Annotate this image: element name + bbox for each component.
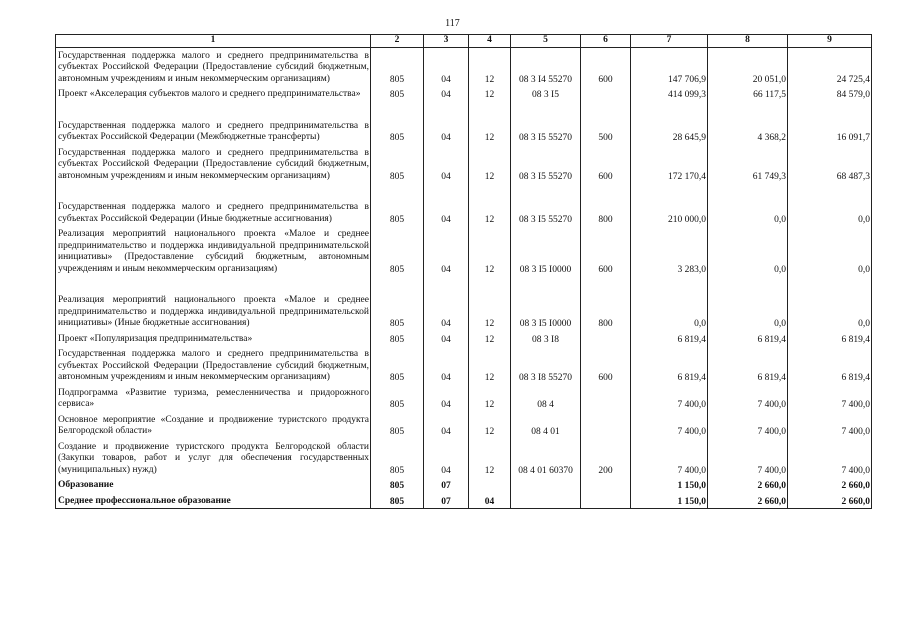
row-admin-code: 805	[371, 493, 424, 509]
row-expense-type	[581, 412, 631, 439]
row-subsection: 12	[469, 183, 511, 226]
row-amount-col7: 1 150,0	[631, 477, 708, 493]
row-name: Образование	[56, 477, 371, 493]
row-target-article: 08 3 I5	[511, 86, 581, 102]
table-row	[56, 86, 872, 102]
row-admin-code: 805	[371, 226, 424, 276]
row-name: Государственная поддержка малого и среднего предпринимательства в субъектах Российской Федерации (Межбюджетные трансферты)	[56, 102, 371, 145]
row-name: Государственная поддержка малого и среднего предпринимательства в субъектах Российской Федерации (Предоставление субсидий бюджетным, автономным учреждениям и иным некоммерческим организациям)	[56, 145, 371, 184]
row-amount-col7: 7 400,0	[631, 439, 708, 478]
row-target-article: 08 3 I4 55270	[511, 47, 581, 86]
row-amount-col9: 7 400,0	[788, 412, 872, 439]
header-col-4: 4	[469, 35, 511, 48]
row-amount-col9: 7 400,0	[788, 385, 872, 412]
row-section: 04	[424, 145, 469, 184]
row-amount-col8: 0,0	[708, 226, 788, 276]
row-amount-col7: 3 283,0	[631, 226, 708, 276]
row-subsection: 12	[469, 331, 511, 347]
row-target-article: 08 3 I8 55270	[511, 346, 581, 385]
row-target-article	[511, 477, 581, 493]
row-name: Проект «Популяризация предпринимательства»	[56, 331, 371, 347]
row-amount-col8: 4 368,2	[708, 102, 788, 145]
table-row	[56, 412, 872, 439]
table-row	[56, 102, 872, 145]
row-amount-col9: 84 579,0	[788, 86, 872, 102]
row-section: 04	[424, 412, 469, 439]
row-name: Создание и продвижение туристского продукта Белгородской области (Закупки товаров, работ и услуг для обеспечения государственных (муниципальных) нужд)	[56, 439, 371, 478]
row-section: 04	[424, 47, 469, 86]
row-expense-type: 600	[581, 47, 631, 86]
row-target-article: 08 3 I5 55270	[511, 102, 581, 145]
row-name: Государственная поддержка малого и среднего предпринимательства в субъектах Российской Федерации (Предоставление субсидий бюджетным, автономным учреждениям и иным некоммерческим организациям)	[56, 346, 371, 385]
row-admin-code: 805	[371, 385, 424, 412]
row-section: 04	[424, 439, 469, 478]
table-row	[56, 439, 872, 478]
row-subsection: 04	[469, 493, 511, 509]
row-admin-code: 805	[371, 183, 424, 226]
row-target-article	[511, 493, 581, 509]
row-name: Подпрограмма «Развитие туризма, ремесленничества и придорожного сервиса»	[56, 385, 371, 412]
row-name: Среднее профессиональное образование	[56, 493, 371, 509]
row-subsection: 12	[469, 102, 511, 145]
row-section: 04	[424, 346, 469, 385]
row-amount-col9: 68 487,3	[788, 145, 872, 184]
row-target-article: 08 3 I5 55270	[511, 145, 581, 184]
row-subsection: 12	[469, 412, 511, 439]
row-amount-col9: 7 400,0	[788, 439, 872, 478]
table-row	[56, 493, 872, 509]
row-amount-col9: 24 725,4	[788, 47, 872, 86]
table-header-row	[56, 35, 872, 48]
row-expense-type: 600	[581, 226, 631, 276]
row-expense-type: 500	[581, 102, 631, 145]
row-expense-type: 800	[581, 276, 631, 331]
row-amount-col7: 210 000,0	[631, 183, 708, 226]
row-amount-col8: 2 660,0	[708, 493, 788, 509]
row-amount-col9: 2 660,0	[788, 477, 872, 493]
row-expense-type: 600	[581, 145, 631, 184]
row-amount-col8: 7 400,0	[708, 439, 788, 478]
row-amount-col8: 2 660,0	[708, 477, 788, 493]
header-col-9: 9	[788, 35, 872, 48]
row-admin-code: 805	[371, 477, 424, 493]
row-amount-col9: 16 091,7	[788, 102, 872, 145]
row-target-article: 08 4 01 60370	[511, 439, 581, 478]
row-name: Основное мероприятие «Создание и продвижение туристского продукта Белгородской области»	[56, 412, 371, 439]
table-row	[56, 145, 872, 184]
row-subsection: 12	[469, 47, 511, 86]
row-amount-col7: 7 400,0	[631, 412, 708, 439]
row-admin-code: 805	[371, 346, 424, 385]
row-subsection: 12	[469, 86, 511, 102]
row-target-article: 08 4 01	[511, 412, 581, 439]
table-row	[56, 276, 872, 331]
row-amount-col9: 2 660,0	[788, 493, 872, 509]
table-row	[56, 346, 872, 385]
table-row	[56, 477, 872, 493]
row-name: Государственная поддержка малого и среднего предпринимательства в субъектах Российской Федерации (Предоставление субсидий бюджетным, автономным учреждениям и иным некоммерческим организациям)	[56, 47, 371, 86]
row-amount-col7: 414 099,3	[631, 86, 708, 102]
table-body	[56, 47, 872, 509]
row-amount-col7: 0,0	[631, 276, 708, 331]
row-section: 04	[424, 276, 469, 331]
row-subsection: 12	[469, 346, 511, 385]
row-amount-col8: 7 400,0	[708, 412, 788, 439]
header-col-8: 8	[708, 35, 788, 48]
row-section: 04	[424, 183, 469, 226]
header-col-1: 1	[56, 35, 371, 48]
page-number: 117	[445, 18, 460, 29]
row-amount-col8: 6 819,4	[708, 346, 788, 385]
row-target-article: 08 4	[511, 385, 581, 412]
row-amount-col9: 6 819,4	[788, 346, 872, 385]
row-admin-code: 805	[371, 412, 424, 439]
row-name: Государственная поддержка малого и среднего предпринимательства в субъектах Российской Федерации (Иные бюджетные ассигнования)	[56, 183, 371, 226]
row-expense-type	[581, 385, 631, 412]
row-admin-code: 805	[371, 47, 424, 86]
row-admin-code: 805	[371, 145, 424, 184]
row-amount-col7: 7 400,0	[631, 385, 708, 412]
table-row	[56, 331, 872, 347]
row-admin-code: 805	[371, 102, 424, 145]
row-target-article: 08 3 I5 I0000	[511, 276, 581, 331]
table-row	[56, 226, 872, 276]
row-amount-col7: 6 819,4	[631, 346, 708, 385]
row-admin-code: 805	[371, 276, 424, 331]
row-subsection: 12	[469, 145, 511, 184]
row-subsection: 12	[469, 276, 511, 331]
row-amount-col8: 20 051,0	[708, 47, 788, 86]
row-amount-col7: 1 150,0	[631, 493, 708, 509]
row-amount-col7: 172 170,4	[631, 145, 708, 184]
header-col-6: 6	[581, 35, 631, 48]
header-col-5: 5	[511, 35, 581, 48]
row-amount-col8: 66 117,5	[708, 86, 788, 102]
row-amount-col9: 6 819,4	[788, 331, 872, 347]
row-subsection	[469, 477, 511, 493]
header-col-7: 7	[631, 35, 708, 48]
row-amount-col8: 7 400,0	[708, 385, 788, 412]
row-expense-type: 800	[581, 183, 631, 226]
row-target-article: 08 3 I5 I0000	[511, 226, 581, 276]
row-expense-type	[581, 493, 631, 509]
row-amount-col7: 6 819,4	[631, 331, 708, 347]
row-section: 04	[424, 102, 469, 145]
row-section: 07	[424, 477, 469, 493]
row-admin-code: 805	[371, 439, 424, 478]
row-section: 04	[424, 226, 469, 276]
row-amount-col8: 0,0	[708, 183, 788, 226]
row-name: Реализация мероприятий национального проекта «Малое и среднее предпринимательство и поддержка индивидуальной предпринимательской инициативы» (Предоставление субсидий бюджетным, автономным учреждениям и иным некоммерческим организациям)	[56, 226, 371, 276]
row-name: Проект «Акселерация субъектов малого и среднего предпринимательства»	[56, 86, 371, 102]
table-row	[56, 385, 872, 412]
row-expense-type	[581, 331, 631, 347]
row-subsection: 12	[469, 439, 511, 478]
row-subsection: 12	[469, 226, 511, 276]
row-name: Реализация мероприятий национального проекта «Малое и среднее предпринимательство и поддержка индивидуальной предпринимательской инициативы» (Иные бюджетные ассигнования)	[56, 276, 371, 331]
header-col-2: 2	[371, 35, 424, 48]
table-row	[56, 183, 872, 226]
row-amount-col8: 61 749,3	[708, 145, 788, 184]
row-section: 04	[424, 331, 469, 347]
row-admin-code: 805	[371, 331, 424, 347]
row-admin-code: 805	[371, 86, 424, 102]
row-target-article: 08 3 I8	[511, 331, 581, 347]
row-section: 04	[424, 385, 469, 412]
row-amount-col7: 28 645,9	[631, 102, 708, 145]
row-section: 04	[424, 86, 469, 102]
budget-table	[55, 34, 872, 509]
row-amount-col8: 6 819,4	[708, 331, 788, 347]
row-expense-type: 200	[581, 439, 631, 478]
row-expense-type	[581, 86, 631, 102]
row-amount-col9: 0,0	[788, 226, 872, 276]
row-target-article: 08 3 I5 55270	[511, 183, 581, 226]
row-section: 07	[424, 493, 469, 509]
table-row	[56, 47, 872, 86]
row-expense-type	[581, 477, 631, 493]
row-amount-col7: 147 706,9	[631, 47, 708, 86]
header-col-3: 3	[424, 35, 469, 48]
row-expense-type: 600	[581, 346, 631, 385]
row-subsection: 12	[469, 385, 511, 412]
row-amount-col9: 0,0	[788, 276, 872, 331]
row-amount-col8: 0,0	[708, 276, 788, 331]
row-amount-col9: 0,0	[788, 183, 872, 226]
